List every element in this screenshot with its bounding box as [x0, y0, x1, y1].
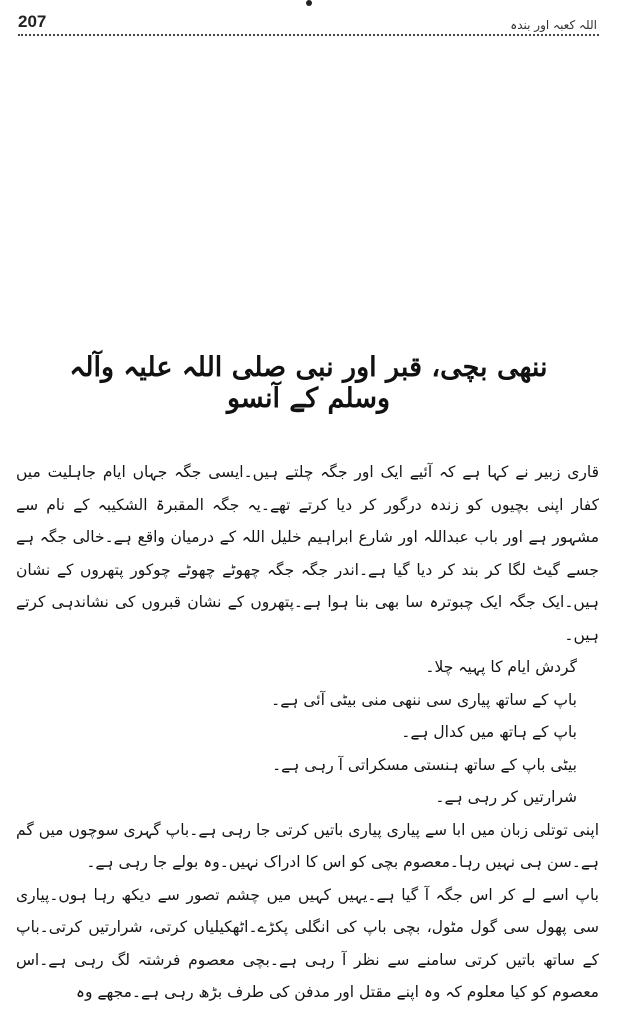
paragraph: باپ اسے لے کر اس جگہ آ گیا ہے۔یہیں کہیں میں چشم تصور سے دیکھ رہا ہوں۔پیاری سی پھول سی گول مٹول، بچی باپ کی انگلی پکڑے۔اٹھکیلیاں کرتی، شرارتیں کرتی۔باپ کے ساتھ باتیں کرتی سامنے سے نظر آ رہی ہے۔بچی معصوم فرشتہ لگ رہی ہے۔اس معصوم کو کیا معلوم کہ وہ اپنے مقتل اور مدفن کی طرف بڑھ رہی ہے۔مجھے وہ [16, 885, 599, 1001]
page-header [18, 10, 597, 32]
paragraph: باپ کے ہاتھ میں کدال ہے۔ [401, 723, 577, 741]
paragraph: شرارتیں کر رہی ہے۔ [435, 788, 577, 806]
paragraph-intro: قاری زبیر نے کہا ہے کہ آئیے ایک اور جگہ چلتے ہیں۔ایسی جگہ جہاں ایام جاہلیت میں کفار اپنی بچیوں کو زندہ درگور کر دیا کرتے تھے۔یہ جگہ المقبرۃ الشکیبہ کے نام سے مشہور ہے اور باب عبداللہ اور شارع ابراہیم خلیل اللہ کے درمیان واقع ہے۔خالی جگہ ہے جسے گیٹ لگا کر بند کر دیا گیا ہے۔اندر جگہ جگہ چھوٹے چھوٹے چوکور پتھروں کے نشان ہیں۔ایک جگہ ایک چبوترہ سا بھی بنا ہوا ہے۔پتھروں کے نشان قبروں کی نشاندہی کرتے ہیں۔ [16, 463, 599, 644]
print-speck [306, 0, 312, 6]
body-text [16, 456, 599, 1009]
page-number: 207 [18, 12, 47, 31]
paragraph: گردش ایام کا پہیہ چلا۔ [425, 658, 577, 676]
running-title: اللہ کعبہ اور بندہ [510, 18, 597, 32]
chapter-title: ننھی بچی، قبر اور نبی صلی اللہ علیہ وآلہ وسلم کے آنسو [69, 352, 548, 414]
header-dotted-rule [18, 34, 599, 36]
paragraph: اپنی توتلی زبان میں ابا سے پیاری پیاری باتیں کرتی جا رہی ہے۔باپ گہری سوچوں میں گم ہے۔سن ہی نہیں رہا۔معصوم بچی کو اس کا ادراک نہیں۔وہ بولے جا رہی ہے۔ [16, 820, 599, 871]
paragraph: باپ کے ساتھ پیاری سی ننھی منی بیٹی آئی ہے۔ [271, 690, 577, 709]
paragraph: بیٹی باپ کے ساتھ ہنستی مسکراتی آ رہی ہے۔ [272, 755, 577, 774]
